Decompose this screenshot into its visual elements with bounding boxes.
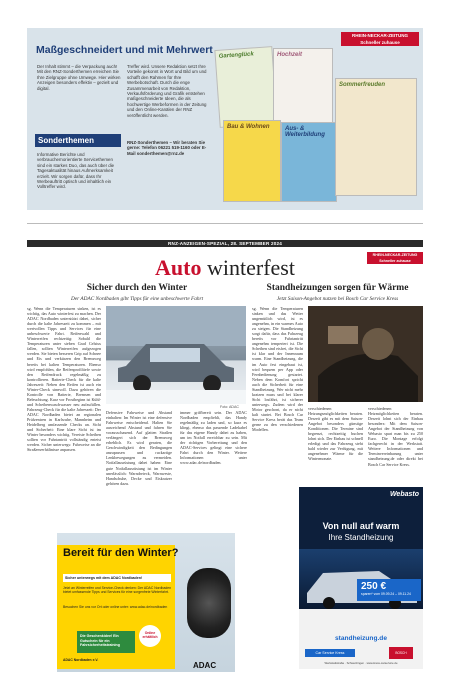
left-article-col-3: immer griffbereit sein. Der ADAC Nordbaden empfiehlt, das Handy regelmäßig zu laden und, so kurz es klingt, ebenso das passende Ladekabel für das eigene Handy dabei zu haben, um im Notfall erreichbar zu sein. Mit der richtigen Vorbereitung und den ADAC-Services gelingt eine sichere Fahrt durch den Winter. Weitere Informationen unter www.adac.de/nordbaden.: [180, 410, 247, 466]
ad-contact: RNZ-Sonderthemen – Wir beraten Sie gerne: Telefon 06221 519-1160 oder E-Mail sonderthemen@rnz.de: [127, 140, 207, 156]
magazine-cover-4: Aus- & Weiterbildung: [281, 122, 337, 202]
online-badge: Online erhältlich: [139, 625, 161, 647]
ad-text-col-2: Informative Berichte und verbrauchernorientierte Servicethemen sind ein starkes Duo, das auch über die Tagesaktualität hinaus Aufmerksamkeit erzielt. Wir sorgen dafür, dass Ihr Werbeauftritt optisch und inhaltlich ein Volltreffer wird.: [37, 152, 115, 190]
adac-footer: ADAC Nordbaden e.V.: [63, 658, 99, 662]
left-article-col-2: Defensive Fahrweise und Abstand einhalten: Im Winter ist eine defensive Fahrweise entscheidend. Halten Sie ausreichend Abstand und fahren Sie vorausschauend. Auf glatten Straßen verlängert sich der Bremsweg erheblich. Es wird geraten, die Geschwindigkeit den Bedingungen anzupassen und ruckartige Lenkbewegungen zu vermeiden. Notfallausrüstung dabei haben: Eine gute Notfallausrüstung ist im Winter unerlässlich: Warndreieck, Warnweste, Handschuhe, Decke und Eiskratzer gehören dazu.: [106, 410, 172, 486]
webasto-ad[interactable]: [299, 487, 423, 669]
right-article-headline: Standheizungen sorgen für Wärme: [266, 283, 409, 293]
rnz-logo: RHEIN-NECKAR-ZEITUNG Schneller zuhause: [341, 32, 419, 46]
title-auto: Auto: [155, 255, 202, 280]
rnz-sonderthemen-ad[interactable]: [27, 28, 423, 210]
car-illustration: [106, 306, 246, 404]
right-article-subline: Jetzt Saison-Angebot nutzen bei Bosch Car Service Kress: [276, 296, 399, 302]
ad-text-col-1: Der Inhalt stimmt – die Verpackung auch! Mit den RNZ-Sonderthemen erreichen Sie Ihre Zielgruppe ohne Umwege. Hier wirken Anzeigen besonders effektiv – gezielt und digital.: [37, 64, 121, 91]
adac-text-1: Jetzt an Winterreifen und Service-Check denken: Der ADAC Nordbaden bietet umfassende Tipps und Services für eine sorgenfreie Winterfahrt.: [63, 586, 171, 595]
adac-bar: Sicher unterwegs mit dem ADAC Nordbaden!: [63, 574, 171, 582]
adac-ad[interactable]: [57, 533, 235, 672]
magazine-cover-2: Hochzeit: [273, 48, 333, 128]
rnz-logo-small: RHEIN-NECKAR-ZEITUNG Schneller zuhause: [367, 252, 423, 264]
photo-caption: Foto: ADAC: [220, 405, 239, 409]
ad-headline: Maßgeschneidert und mit Mehrwert: [36, 44, 213, 56]
adac-text-2: Besuchen Sie uns vor Ort oder online unter: www.adac.de/nordbaden: [63, 605, 168, 609]
left-article-subline: Der ADAC Nordbaden gibt Tipps für eine unbeschwerte Fahrt: [70, 296, 204, 302]
right-article-col-2: verschiedenen Heizungsmöglichkeiten beraten. Derzeit gibt es mit dem Saison-Angebot besonders günstige Konditionen. Die Termine sind begrenzt, rechtzeitig buchen lohnt sich. Der Einbau ist schnell erledigt und das Fahrzeug steht bald wieder zur Verfügung, mit angenehmer Wärme für die Wintermonate.: [308, 406, 363, 462]
adac-gift-box: Die Geschenkidee! Ein Gutschein für ein Fahrsicherheitstraining: [77, 631, 135, 653]
sonderthemen-label: Sonderthemen: [35, 134, 121, 147]
right-article-col-3: verschiedenen Heizmöglichkeiten beraten. Derzeit lohnt sich der Einbau besonders: Mit dem Saison-Angebot der Standheizung von Webasto spart man bis zu 250 Euro. Die Montage erfolgt fachgerecht in der Werkstatt. Weitere Informationen und Terminvereinbarung unter standheizung.de oder direkt bei Bosch Car Service Kress.: [368, 406, 423, 467]
magazine-cover-1: Gartenglück: [214, 46, 277, 128]
webasto-subtagline: Ihre Standheizung: [328, 533, 394, 542]
price-note: sparen* vom 09.09.24 – 09.11.24: [361, 592, 411, 596]
car-service-label: Car Service Kress: [305, 649, 355, 657]
car-interior-illustration: [308, 306, 423, 402]
right-article-col-1: sg. Wenn die Temperaturen sinken und das Wetter ungemütlich wird, ist es angenehm, in ein warmes Auto zu steigen. Die Standheizung sorgt dafür, dass das Fahrzeug bereits vor Fahrtantritt angenehm temperiert ist. Die Scheiben sind eisfrei, die Sicht ist klar und der Innenraum warm. Eine Standheizung, die im Auto fest eingebaut ist, wird bequem per App oder Fernbedienung gestartet. Neben dem Komfort spricht auch die Sicherheit für eine Standheizung. Wer nicht mehr kratzen muss und bei klarer Sicht losfährt, ist sicherer unterwegs. Zudem wird der Motor geschont, da er nicht kalt startet. Bei Bosch Car Service Kress berät das Team gerne zu den verschiedenen Modellen.: [252, 306, 303, 433]
magazine-cover-3: Bau & Wohnen: [223, 120, 281, 202]
bosch-logo: BOSCH: [389, 647, 413, 659]
section-title: [27, 255, 423, 281]
webasto-logo: Webasto: [389, 491, 419, 498]
webasto-url[interactable]: standheizung.de: [334, 635, 388, 642]
section-bar: RNZ-ANZEIGEN-SPEZIAL, 28. SEPTEMBER 2024: [27, 240, 423, 247]
left-article-headline: Sicher durch den Winter: [86, 283, 188, 293]
tire-image: [187, 568, 231, 638]
standheizung-photo: [308, 306, 423, 402]
magazine-covers: [217, 48, 419, 206]
adac-headline: Bereit für den Winter?: [63, 547, 179, 559]
adac-logo: ADAC: [193, 661, 217, 670]
winter-car-photo: [106, 306, 246, 404]
left-article-col-1: sg. Wenn die Temperaturen sinken, ist es wichtig, das Auto winterfest zu machen. Der ADAC Nordbaden unterstützt dabei, sicher durch die kalte Jahreszeit zu kommen – mit wertvollen Tipps und Services für eine unbeschwerte Fahrt. Reifenwahl und Winterreifen rechtzeitig: Sobald die Temperaturen unter sieben Grad Celsius fallen, sollten Winterreifen aufgezogen werden. Sie bieten besseren Grip auf Schnee und Eis und verkürzen den Bremsweg bereits bei kalten Temperaturen. Ebenso wird empfohlen, die Reifenprofiltiefe sowie den Reifendruck regelmäßig zu kontrollieren. Batterie-Check für die kalte Jahreszeit: Neben den Reifen ist auch ein Winter-Check sinnvoll. Dazu gehören die Kontrolle von Batterie, Bremsen und Beleuchtung. Kurz vor Frostbeginn ist Kühl- und Scheibenwaschwasser neu aufzufüllen. Fahrzeug-Check für die kalte Jahreszeit: Der ADAC Nordbaden bietet an regionalen Prüfzentren in Karlsruhe, Mannheim und Heidelberg umfassende Checks an. Sicht und Sicherheit: Eine klare Sicht ist im Winter besonders wichtig. Vereiste Scheiben sollten vor Fahrtantritt vollständig enteist werden. Sicher unterwegs: Fahrweise an die Straßenverhältnisse anpassen.: [27, 306, 101, 453]
divider: [27, 223, 423, 224]
title-winterfest: winterfest: [201, 255, 295, 280]
price-badge: [357, 579, 421, 601]
webasto-tagline: Von null auf warm: [322, 521, 400, 531]
workshop-address: Werkstattstraße · Schwetzingen · www.kress-carservice.de: [324, 661, 398, 665]
price-amount: 250 €: [361, 581, 387, 592]
magazine-cover-5: Sommerfreuden: [335, 78, 417, 196]
ad-text-col-3: Treffer wird. Unsere Redaktion setzt Ihre Vorteile gekonnt in Wort und Bild um und schafft den Rahmen für Ihre Werbebotschaft. Durch die enge Zusammenarbeit von Redaktion, Verkaufsförderung und Grafik entstehen maßgeschneiderte Ideen, die als hochwertige Werbeformen in der Zeitung und den Online-Kanälen der RNZ veröffentlicht werden.: [127, 64, 207, 118]
